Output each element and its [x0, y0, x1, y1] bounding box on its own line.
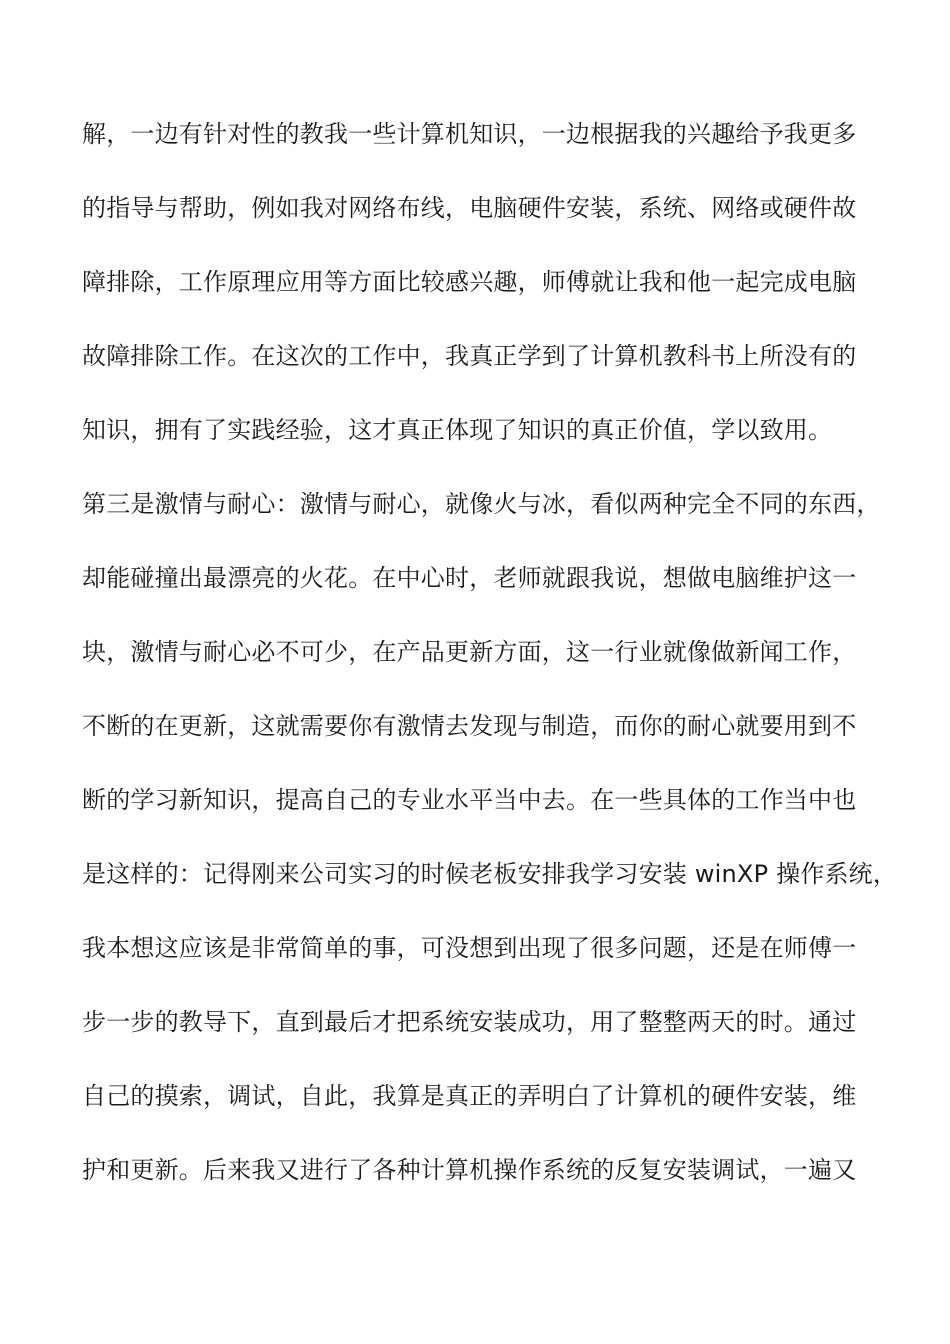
text-line: 的指导与帮助，例如我对网络布线，电脑硬件安装，系统、网络或硬件故: [82, 194, 857, 222]
text-line: 护和更新。后来我又进行了各种计算机操作系统的反复安装调试，一遍又: [82, 1156, 857, 1184]
text-line: 我本想这应该是非常简单的事，可没想到出现了很多问题，还是在师傅一: [82, 934, 857, 962]
text-line: 步一步的教导下，直到最后才把系统安装成功，用了整整两天的时。通过: [82, 1008, 857, 1036]
text-line: 解，一边有针对性的教我一些计算机知识，一边根据我的兴趣给予我更多: [82, 120, 857, 148]
text-line: 是这样的：记得刚来公司实习的时候老板安排我学习安装 winXP 操作系统，: [82, 860, 898, 888]
text-line: 断的学习新知识，提高自己的专业水平当中去。在一些具体的工作当中也: [82, 786, 857, 814]
text-line: 第三是激情与耐心：激情与耐心，就像火与冰，看似两种完全不同的东西，: [82, 490, 881, 518]
text-line: 自己的摸索，调试，自此，我算是真正的弄明白了计算机的硬件安装，维: [82, 1082, 857, 1110]
text-line: 块，激情与耐心必不可少，在产品更新方面，这一行业就像做新闻工作，: [82, 638, 857, 666]
text-line: 却能碰撞出最漂亮的火花。在中心时，老师就跟我说，想做电脑维护这一: [82, 564, 857, 592]
text-line: 障排除，工作原理应用等方面比较感兴趣，师傅就让我和他一起完成电脑: [82, 268, 857, 296]
text-line: 故障排除工作。在这次的工作中，我真正学到了计算机教科书上所没有的: [82, 342, 857, 370]
text-line: 不断的在更新，这就需要你有激情去发现与制造，而你的耐心就要用到不: [82, 712, 857, 740]
text-line: 知识，拥有了实践经验，这才真正体现了知识的真正价值，学以致用。: [82, 416, 833, 444]
